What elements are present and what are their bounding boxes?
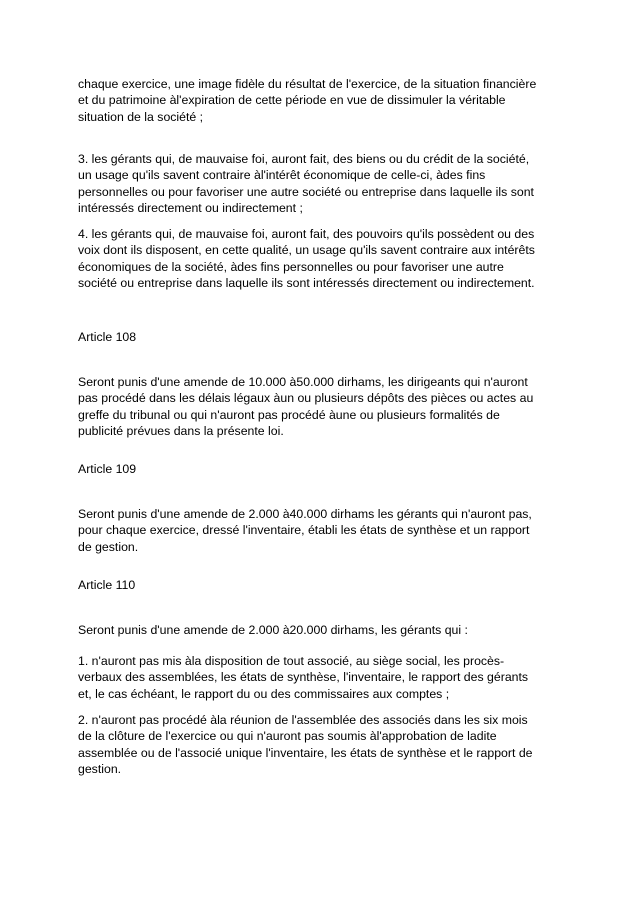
intro-paragraph: chaque exercice, une image fidèle du résultat de l'exercice, de la situation financière et du patrimoine àl'expiration de cette période en vue de dissimuler la véritable situation de la société ; bbox=[78, 77, 537, 124]
paragraph-item-4: 4. les gérants qui, de mauvaise foi, auront fait, des pouvoirs qu'ils possèdent ou des voix dont ils disposent, en cette qualité, un usage qu'ils savent contraire aux intérêts économiques de la société, àdes fins personnelles ou pour favoriser une autre société ou entreprise dans laquelle ils sont intéressés directement ou indirectement. bbox=[78, 227, 535, 291]
article-110-item-1: 1. n'auront pas mis àla disposition de tout associé, au siège social, les procès- verbaux des assemblées, les états de synthèse, l'inventaire, le rapport des gérants et, le cas échéant, le rapport du ou des commissaires aux comptes ; bbox=[78, 654, 529, 701]
article-108-body: Seront punis d'une amende de 10.000 à50.000 dirhams, les dirigeants qui n'auront pas procédé dans les délais légaux àun ou plusieurs dépôts des pièces ou actes au greffe du tribunal ou qui n'auront pas procédé àune ou plusieurs formalités de publicité prévues dans la présente loi. bbox=[78, 375, 534, 439]
article-110-heading: Article 110 bbox=[78, 578, 136, 592]
article-109-heading: Article 109 bbox=[78, 462, 137, 476]
article-110-item-2: 2. n'auront pas procédé àla réunion de l'assemblée des associés dans les six mois de la clôture de l'exercice ou qui n'auront pas soumis àl'approbation de ladite assemblée ou de l'associé unique l'inventaire, les états de synthèse et le rapport de gestion. bbox=[78, 713, 533, 777]
article-110-body: Seront punis d'une amende de 2.000 à20.000 dirhams, les gérants qui : bbox=[78, 623, 468, 637]
paragraph-item-3: 3. les gérants qui, de mauvaise foi, auront fait, des biens ou du crédit de la société, un usage qu'ils savent contraire àl'intérêt économique de celle-ci, àdes fins personnelles ou pour favoriser une autre société ou entreprise dans laquelle ils sont intéressés directement ou indirectement ; bbox=[78, 152, 534, 216]
article-108-heading: Article 108 bbox=[78, 330, 137, 344]
article-109-body: Seront punis d'une amende de 2.000 à40.000 dirhams les gérants qui n'auront pas, pour chaque exercice, dressé l'inventaire, établi les états de synthèse et un rapport de gestion. bbox=[78, 507, 532, 554]
